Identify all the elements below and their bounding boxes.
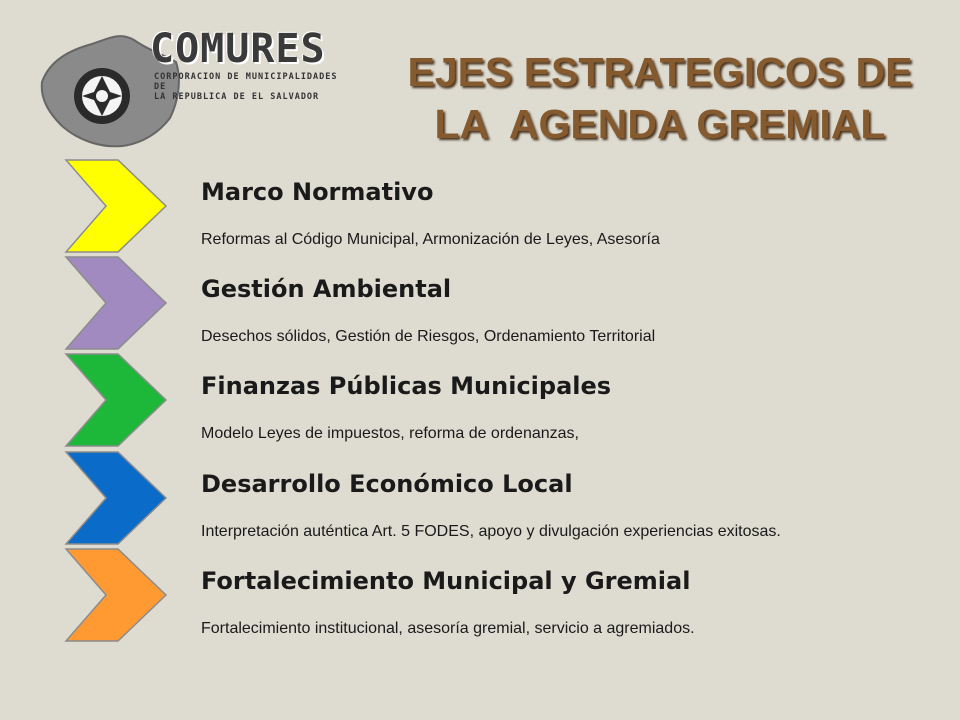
chevron-arrow-icon [58,158,170,254]
title-line-1: EJES ESTRATEGICOS DE [407,49,913,95]
chevron-arrow-icon [58,450,170,546]
axis-title: Fortalecimiento Municipal y Gremial [201,567,691,595]
comures-logo [30,10,350,160]
axis-description: Interpretación auténtica Art. 5 FODES, apoyo y divulgación experiencias exitosas. [201,523,781,540]
axis-description: Desechos sólidos, Gestión de Riesgos, Ordenamiento Territorial [201,328,656,345]
title-line-2: LA AGENDA GREMIAL [434,101,886,147]
chevron-arrow-icon [58,547,170,643]
axis-description: Reformas al Código Municipal, Armonización de Leyes, Asesoría [201,231,660,248]
logo-subtitle: CORPORACION DE MUNICIPALIDADES DE LA REPUBLICA DE EL SALVADOR [154,72,338,102]
axis-title: Desarrollo Económico Local [201,470,573,498]
logo-name: COMURES [150,26,326,72]
chevron-arrow-icon [58,352,170,448]
axis-description: Fortalecimiento institucional, asesoría gremial, servicio a agremiados. [201,620,695,637]
axis-description: Modelo Leyes de impuestos, reforma de ordenanzas, [201,425,579,442]
axis-title: Gestión Ambiental [201,275,452,303]
axis-title: Finanzas Públicas Municipales [201,372,612,400]
page-title [380,46,940,150]
chevron-arrow-icon [58,255,170,351]
axis-title: Marco Normativo [201,178,434,206]
